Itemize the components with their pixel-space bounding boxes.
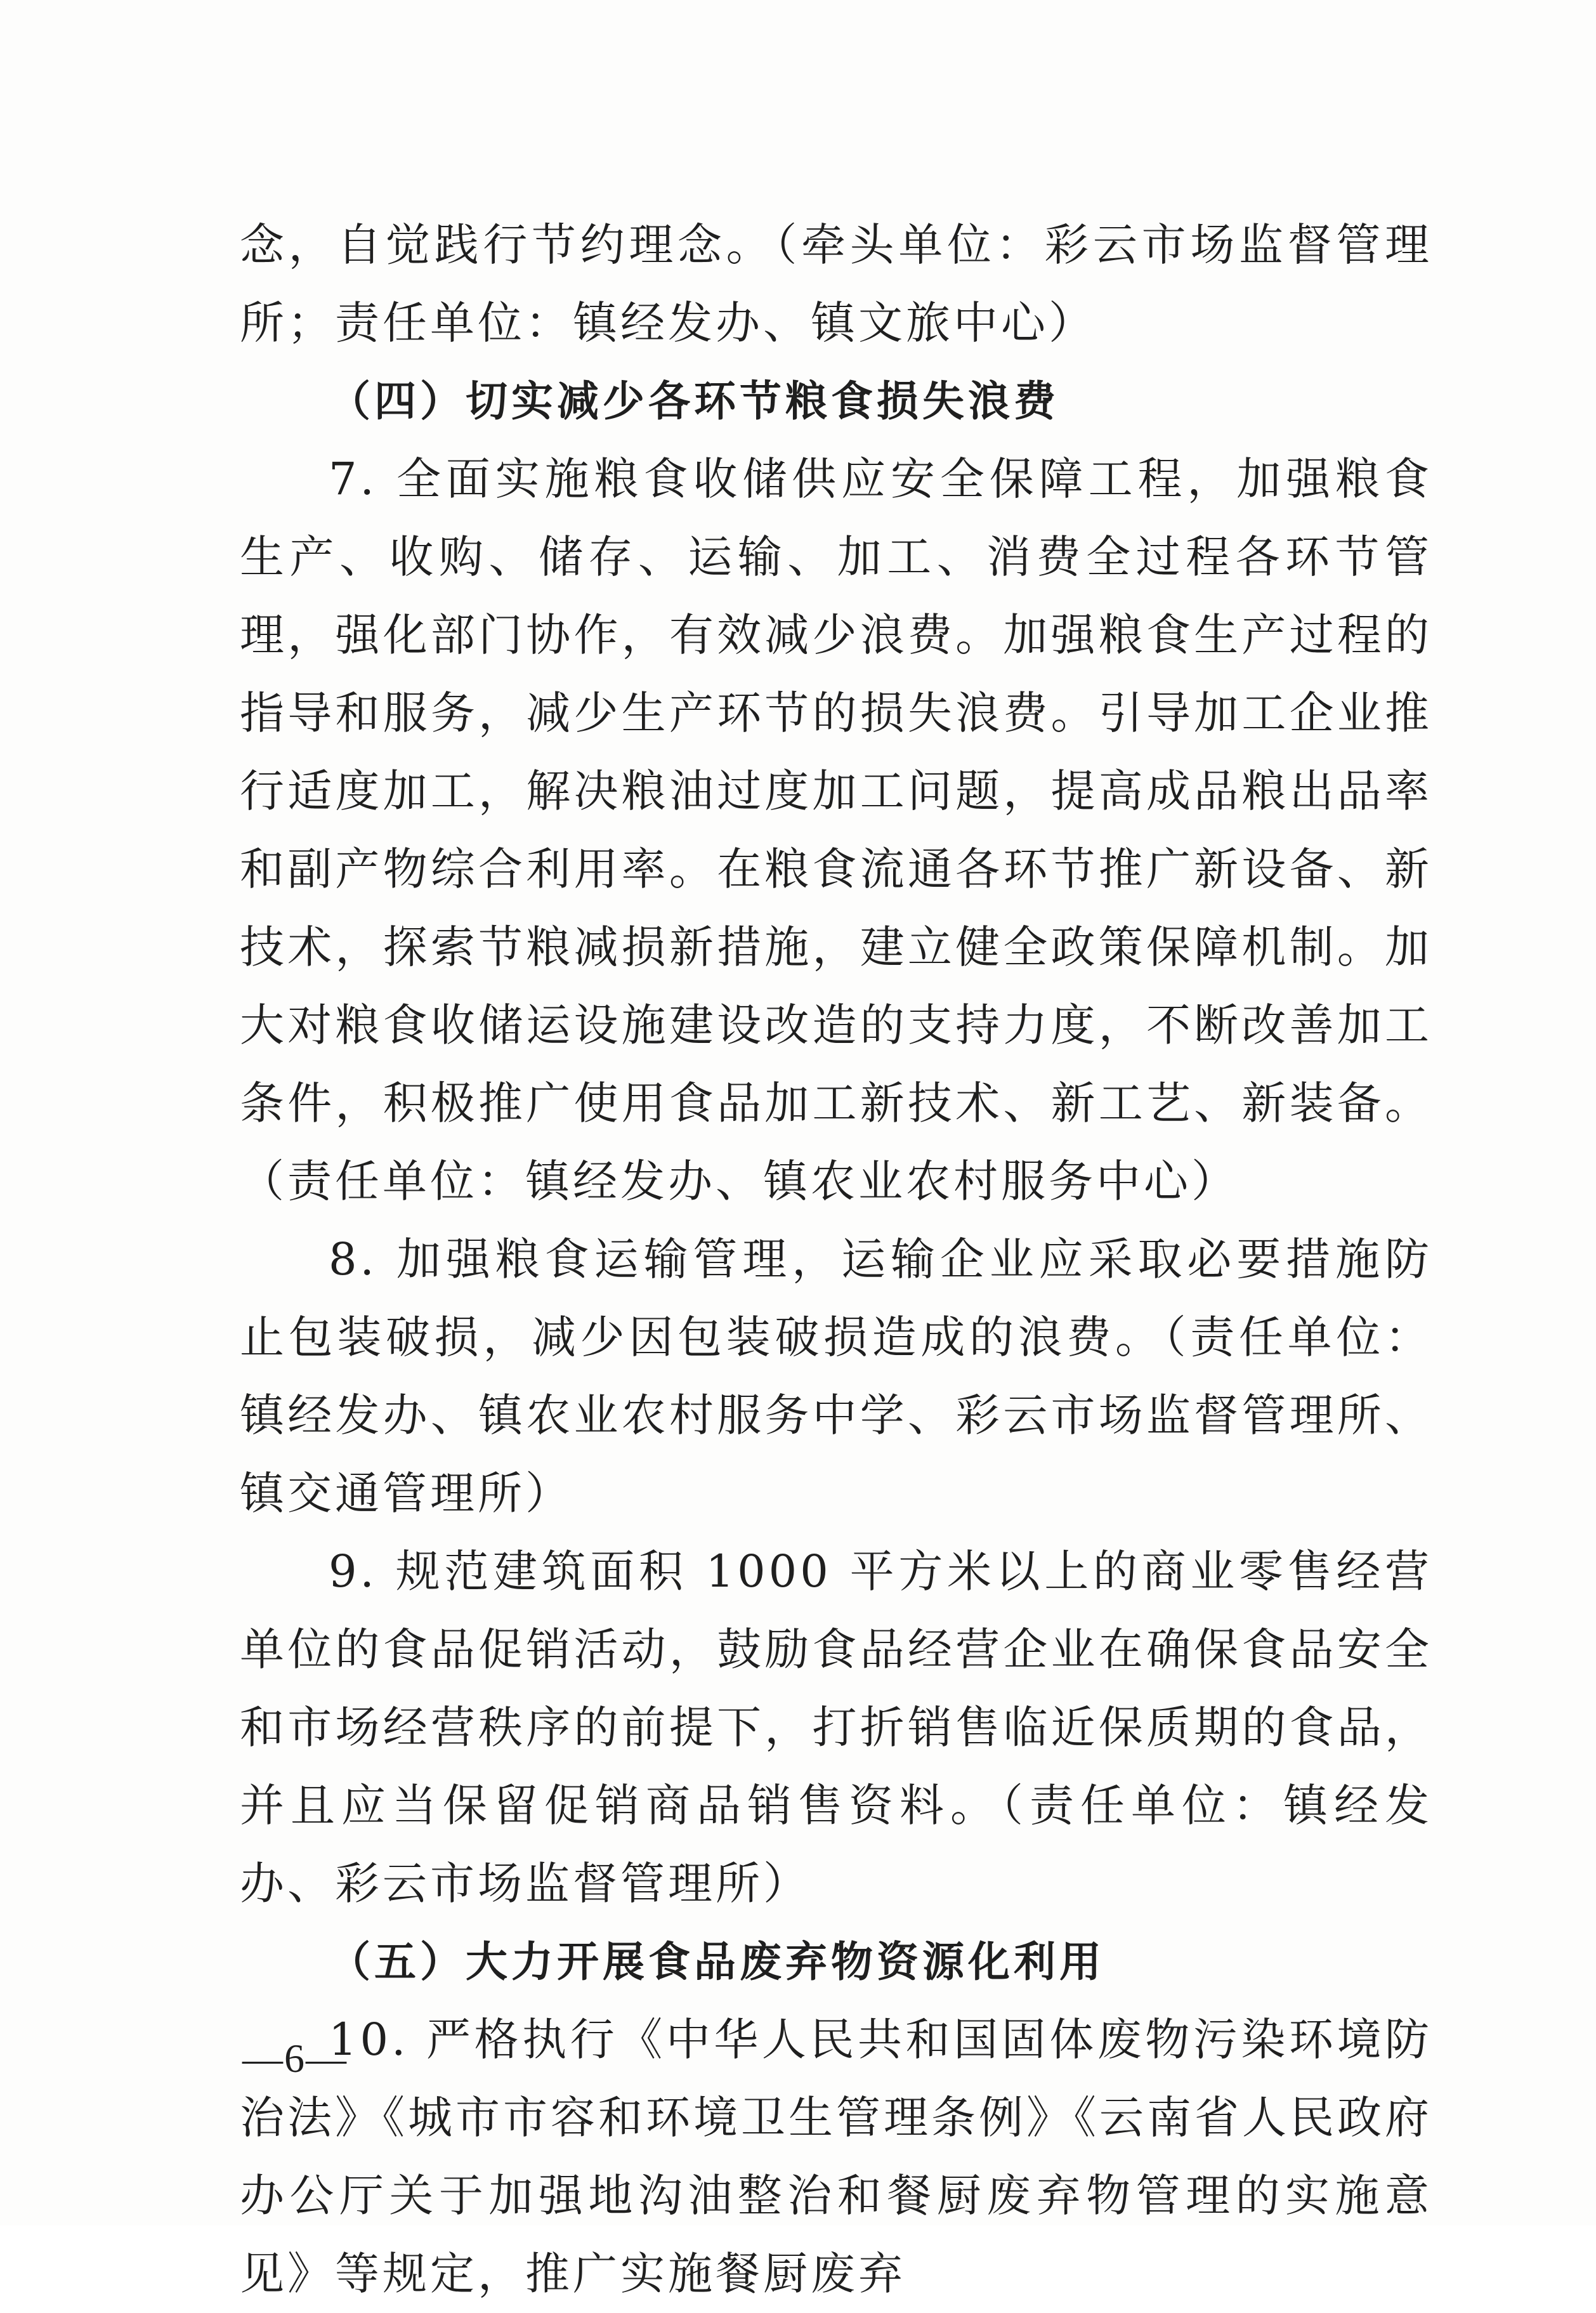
section-heading-4: （四）切实减少各环节粮食损失浪费 <box>329 377 1059 426</box>
document-body <box>240 206 1432 2313</box>
section-heading-5: （五）大力开展食品废弃物资源化利用 <box>329 1937 1105 1986</box>
paragraph-item-9: 9. 规范建筑面积 1000 平方米以上的商业零售经营单位的食品促销活动，鼓励食品经营企业在确保食品安全和市场经营秩序的前提下，打折销售临近保质期的食品，并且应当保留促销商品销售资料。（责任单位：镇经发办、彩云市场监督管理所） <box>240 1545 1432 1910</box>
paragraph-item-8: 8. 加强粮食运输管理，运输企业应采取必要措施防止包装破损，减少因包装破损造成的浪费。（责任单位：镇经发办、镇农业农村服务中学、彩云市场监督管理所、镇交通管理所） <box>240 1233 1432 1519</box>
paragraph-item-10: 10. 严格执行《中华人民共和国固体废物污染环境防治法》《城市市容和环境卫生管理条例》《云南省人民政府办公厅关于加强地沟油整治和餐厨废弃物管理的实施意见》等规定，推广实施餐厨废弃 <box>240 2014 1432 2300</box>
paragraph-continuation: 念，自觉践行节约理念。（牵头单位：彩云市场监督管理所；责任单位：镇经发办、镇文旅中心） <box>240 219 1432 349</box>
page-number: —6— <box>242 2036 348 2081</box>
paragraph-item-7: 7. 全面实施粮食收储供应安全保障工程，加强粮食生产、收购、储存、运输、加工、消费全过程各环节管理，强化部门协作，有效减少浪费。加强粮食生产过程的指导和服务，减少生产环节的损失浪费。引导加工企业推行适度加工，解决粮油过度加工问题，提高成品粮出品率和副产物综合利用率。在粮食流通各环节推广新设备、新技术，探索节粮减损新措施，建立健全政策保障机制。加大对粮食收储运设施建设改造的支持力度，不断改善加工条件，积极推广使用食品加工新技术、新工艺、新装备。（责任单位：镇经发办、镇农业农村服务中心） <box>240 453 1432 1207</box>
